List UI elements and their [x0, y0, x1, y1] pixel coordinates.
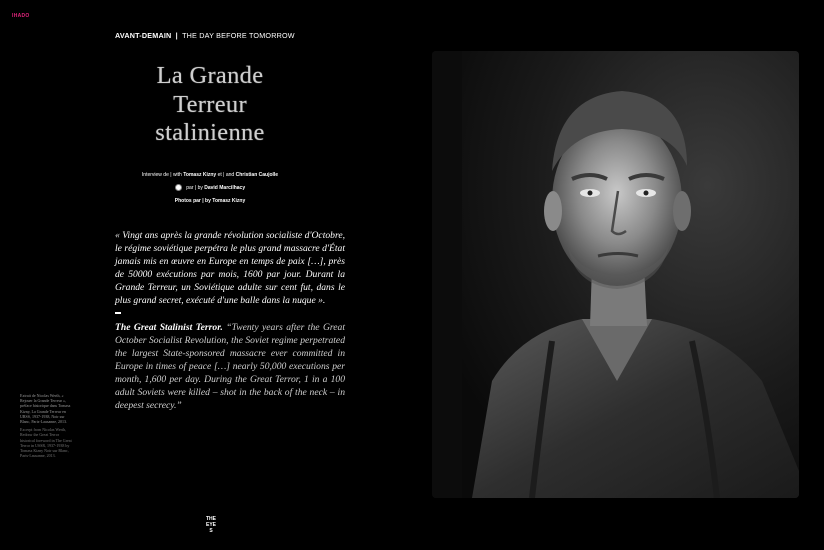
logo-line-2: EYE: [205, 522, 216, 528]
photographer-name: Tomasz Kizny: [212, 198, 246, 204]
footnote-fr: Extrait de Nicolas Werth, « Rejouer la Grande Terreur », préface historique dans Tomasz Kizny, La Grande Terreur en URSS, 1937-1938, Noir sur Blanc, Paris-Lausanne, 2013.: [20, 393, 71, 425]
title-line-3: stalinienne: [155, 119, 265, 146]
interview-and: et | and: [217, 172, 235, 178]
footnote: [20, 393, 72, 458]
brand-label: IHADO: [12, 13, 30, 19]
the-eyes-logo: [204, 516, 218, 534]
interviewer-lead: par | by: [186, 185, 203, 191]
bullet-icon: [175, 184, 182, 191]
quote-english: [115, 321, 345, 412]
portrait-photo: [432, 51, 799, 498]
quote-french: « Vingt ans après la grande révolution socialiste d'Octobre, le régime soviétique perpétra le plus grand massacre d'État jamais mis en œuvre en Europe en temps de paix […], près de 50000 exécutions par mois, 1600 par jour. Durant la Grande Terreur, un Soviétique adulte sur cent fut, dans le plus grand secret, exécuté d'une balle dans la nuque ».: [115, 230, 345, 306]
interview-lead: Interview de | with: [141, 172, 182, 178]
footnote-en: Excerpt from Nicolas Werth, Redraw the Great Terror historical foreword in The Great Terror in USSR, 1937-1938 by Tomasz Kizny Noir sur Blanc, Paris-Lausanne, 2013.: [20, 427, 72, 459]
quote-english-text: “Twenty years after the Great October Socialist Revolution, the Soviet regime perpetrated the largest State-sponsored massacre ever committed in Europe in times of peace […] nearly 50,000 executions per month, 1,600 per day. During the Great Terror, 1 in a 100 adult Soviets were killed – shot in the back of the neck – in deepest secrecy.”: [115, 322, 345, 411]
article-title: [90, 62, 330, 148]
interviewee-2: Christian Caujolle: [235, 172, 279, 178]
quote-english-lead: The Great Stalinist Terror.: [115, 322, 223, 333]
quote-divider: [115, 312, 121, 314]
interviewee-1: Tomasz Kizny: [183, 172, 217, 178]
portrait-illustration: [432, 51, 799, 498]
section-header: [115, 31, 295, 40]
interview-credit: [90, 172, 330, 178]
logo-line-3: S: [209, 528, 213, 534]
photo-credit: [90, 198, 330, 204]
title-line-1: La Grande: [156, 62, 264, 89]
photo-credit-lead: Photos par | by: [174, 198, 211, 204]
logo-line-1: THE: [206, 516, 216, 522]
title-line-2: Terreur: [173, 90, 247, 118]
section-header-en: THE DAY BEFORE TOMORROW: [182, 31, 295, 40]
interviewer-credit: [90, 184, 330, 191]
section-header-fr: AVANT-DEMAIN: [115, 31, 172, 40]
interviewer-name: David Marcilhacy: [204, 185, 246, 191]
section-header-separator: |: [175, 31, 178, 40]
